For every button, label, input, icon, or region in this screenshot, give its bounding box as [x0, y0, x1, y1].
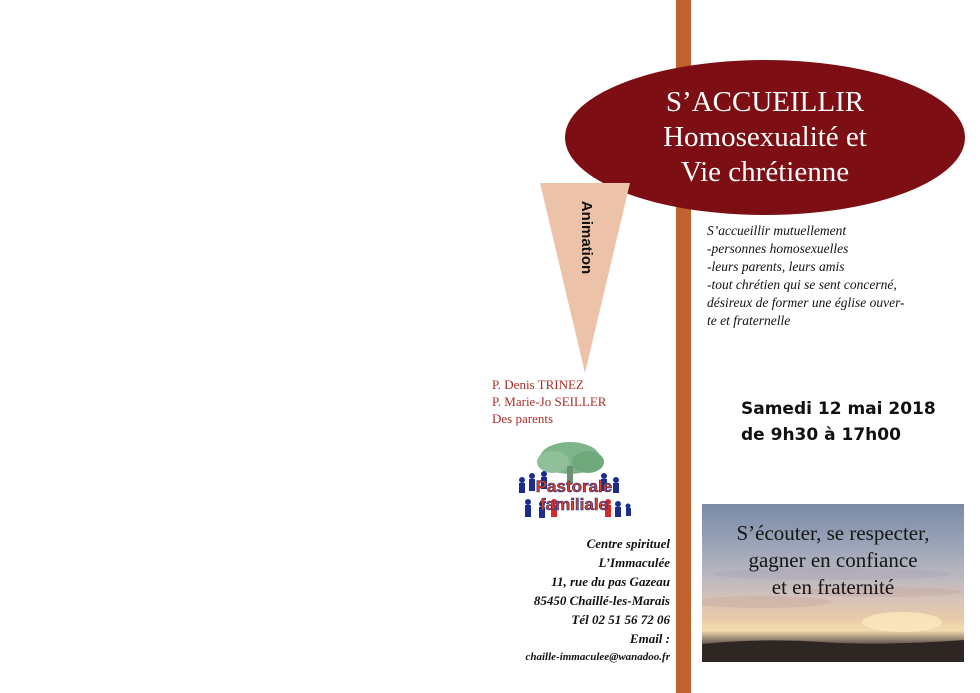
event-date: Samedi 12 mai 2018	[741, 399, 936, 419]
intro-line-4: -tout chrétien qui se sent concerné,	[707, 277, 897, 292]
tagline	[702, 520, 964, 601]
pastorale-familiale-logo	[508, 440, 638, 522]
intro-text	[707, 222, 957, 330]
organizer-1: P. Denis TRINEZ	[492, 377, 584, 392]
address-line-1: Centre spirituel	[586, 536, 670, 551]
email-label: Email :	[629, 631, 670, 646]
address-line-3: 11, rue du pas Gazeau	[551, 574, 670, 589]
title-line-3: Vie chrétienne	[680, 156, 850, 188]
address-line-2: L’Immaculée	[598, 555, 670, 570]
tagline-line-2: gagner en confiance	[748, 548, 918, 572]
email-address: chaille-immaculee@wanadoo.fr	[525, 651, 670, 663]
intro-line-1: S’accueillir mutuellement	[707, 223, 847, 238]
pennant-label	[577, 185, 597, 290]
intro-line-3: -leurs parents, leurs amis	[707, 259, 845, 274]
event-datetime	[741, 396, 936, 448]
title-line-2: Homosexualité et	[663, 121, 867, 153]
intro-line-5: désireux de former une église ouver-	[707, 295, 905, 310]
organizer-2: P. Marie-Jo SEILLER	[492, 394, 607, 409]
intro-line-6: te et fraternelle	[707, 313, 791, 328]
organizer-3: Des parents	[492, 411, 554, 426]
event-time: de 9h30 à 17h00	[741, 425, 901, 445]
logo-text-line-2: familiale	[539, 495, 609, 514]
organizers-list	[492, 376, 606, 427]
title-line-1: S’ACCUEILLIR	[665, 86, 865, 118]
address-line-4: 85450 Chaillé-les-Marais	[533, 593, 670, 608]
address-block	[470, 534, 670, 667]
intro-line-2: -personnes homosexuelles	[707, 241, 849, 256]
phone-number: Tél 02 51 56 72 06	[571, 612, 670, 627]
animation-label: Animation	[578, 200, 596, 275]
tagline-line-1: S’écouter, se respecter,	[736, 521, 930, 545]
tagline-line-3: et en fraternité	[771, 575, 895, 599]
logo-text-line-1: Pastorale	[535, 477, 613, 496]
sunset-photo-panel	[702, 504, 964, 662]
